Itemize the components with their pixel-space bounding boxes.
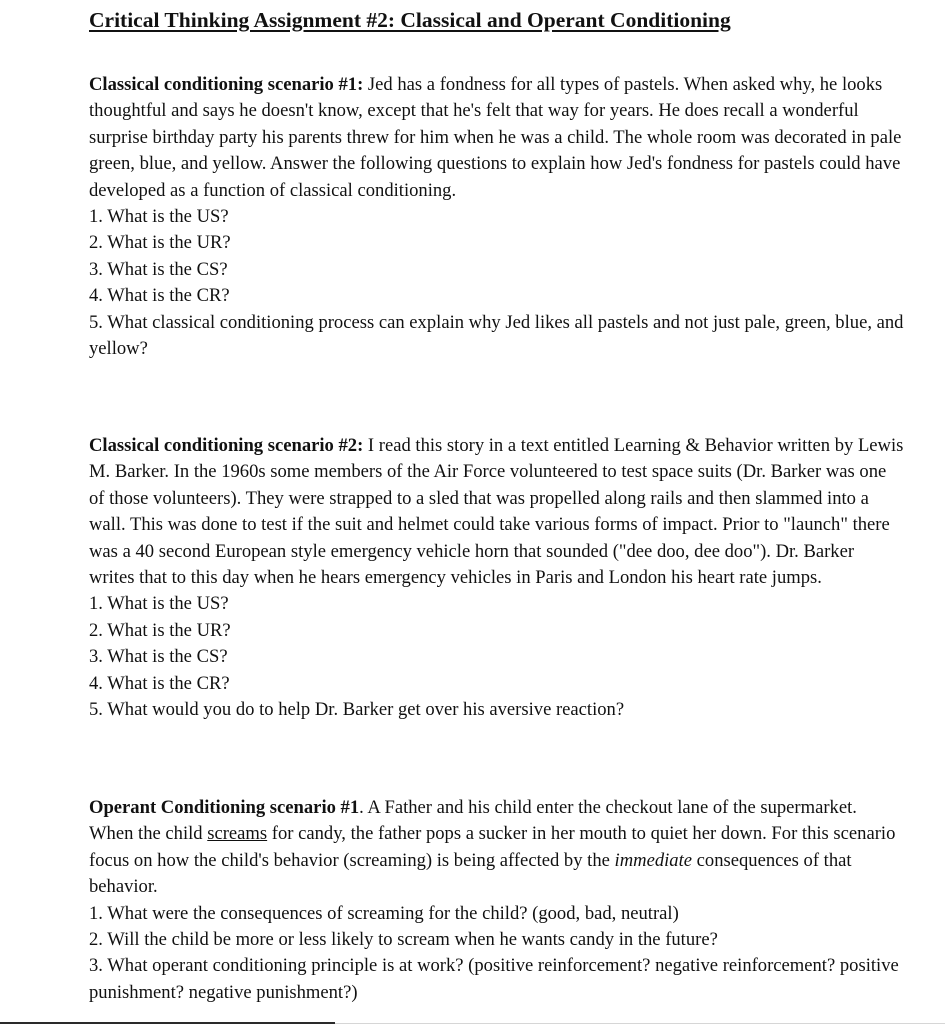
question-item: 4. What is the CR?	[89, 672, 230, 694]
classical-scenario-2	[89, 433, 904, 723]
question-item: 1. What were the consequences of screaming for the child? (good, bad, neutral)	[89, 902, 679, 924]
screams-underlined: screams	[207, 823, 268, 845]
scenario-2-text: I read this story in a text entitled Learning & Behavior written by Lewis M. Barker. In the 1960s some members of the Air Force volunteered to test space suits (Dr. Barker was one of those volunteers). They were strapped to a sled that was propelled along rails and then slammed into a wall. This was done to test if the suit and helmet could take various forms of impact. Prior to "launch" there was a 40 second European style emergency vehicle horn that sounded ("dee doo, dee doo"). Dr. Barker writes that to this day when he hears emergency vehicles in Paris and London his heart rate jumps.	[89, 435, 904, 589]
scenario-1-heading: Classical conditioning scenario #1:	[89, 74, 364, 95]
scenario-1-questions	[89, 204, 904, 362]
immediate-emphasis: immediate	[614, 849, 692, 871]
question-item: 5. What would you do to help Dr. Barker get over his aversive reaction?	[89, 699, 625, 721]
question-item: 2. What is the UR?	[89, 619, 231, 641]
question-item: 3. What is the CS?	[89, 646, 228, 668]
scenario-2-paragraph	[89, 433, 904, 591]
question-item: 4. What is the CR?	[89, 285, 230, 307]
scenario-1-text: Jed has a fondness for all types of pastels. When asked why, he looks thoughtful and says he doesn't know, except that he's felt that way for years. He does recall a wonderful surprise birthday party his parents threw for him when he was a child. The whole room was decorated in pale green, blue, and yellow. Answer the following questions to explain how Jed's fondness for pastels could have developed as a function of classical conditioning.	[89, 74, 902, 201]
scenario-3-heading: Operant Conditioning scenario #1	[89, 797, 360, 818]
operant-scenario-1	[89, 795, 904, 1006]
question-item: 1. What is the US?	[89, 206, 229, 228]
question-item: 2. Will the child be more or less likely to scream when he wants candy in the future?	[89, 929, 718, 951]
question-item: 1. What is the US?	[89, 593, 229, 615]
scenario-2-questions	[89, 591, 904, 723]
scenario-1-paragraph	[89, 72, 904, 204]
question-item: 3. What operant conditioning principle is at work? (positive reinforcement? negative reinforcement? positive punishment? negative punishment?)	[89, 955, 899, 1003]
question-item: 5. What classical conditioning process can explain why Jed likes all pastels and not just pale, green, blue, and yellow?	[89, 311, 904, 360]
page-title: Critical Thinking Assignment #2: Classical and Operant Conditioning	[89, 8, 731, 32]
scenario-3-text-c: consequences of that behavior.	[89, 849, 852, 898]
scenario-3-text-a: A Father and his child enter the checkout lane of the supermarket. When the child	[89, 797, 857, 845]
scenario-3-paragraph	[89, 795, 904, 901]
scenario-3-questions	[89, 901, 904, 1007]
classical-scenario-1	[89, 72, 904, 362]
scenario-2-heading: Classical conditioning scenario #2:	[89, 435, 364, 456]
scenario-3-text-b: for candy, the father pops a sucker in her mouth to quiet her down. For this scenario focus on how the child's behavior (screaming) is being affected by the	[89, 823, 896, 871]
question-item: 3. What is the CS?	[89, 258, 228, 280]
scenario-3-heading-punct: .	[359, 797, 364, 818]
question-item: 2. What is the UR?	[89, 232, 231, 254]
